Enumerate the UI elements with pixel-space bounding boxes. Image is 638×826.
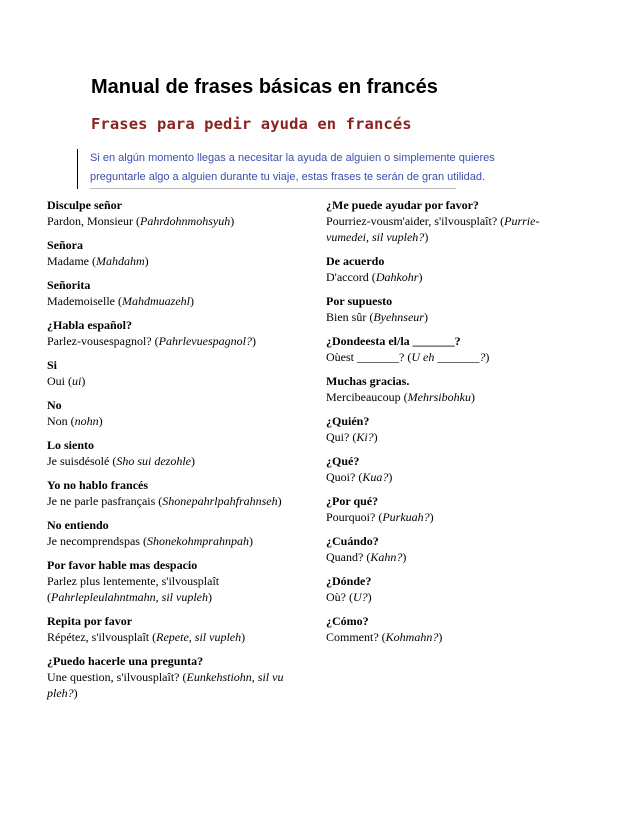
phrase-phonetic: Kahn? — [370, 550, 403, 564]
phrase-phonetic: Byehnseur — [373, 310, 424, 324]
phrase-spanish: ¿Qué? — [326, 454, 360, 468]
phrase-phonetic: Eunkehstiohn, sil vu pleh? — [47, 670, 284, 700]
page-subtitle: Frases para pedir ayuda en francés — [91, 115, 412, 133]
intro-line: Si en algún momento llegas a necesitar la ayuda de alguien o simplemente quieres — [90, 152, 495, 164]
phrase-french: Mercibeaucoup ( — [326, 390, 408, 404]
phrase-french: Mademoiselle ( — [47, 294, 122, 308]
phrase-entry — [47, 653, 297, 701]
phrase-translation — [47, 573, 297, 605]
phrase-phonetic: Pahrdohnmohsyuh — [140, 214, 231, 228]
phrase-french: Pourriez-vousm'aider, s'ilvousplaît? ( — [326, 214, 505, 228]
phrase-entry — [326, 413, 578, 445]
phrase-entry — [326, 453, 578, 485]
phrase-close-paren: ) — [424, 230, 429, 244]
phrase-entry — [326, 613, 578, 645]
phrase-spanish: Por favor hable mas despacio — [47, 558, 198, 572]
phrase-phonetic: Mehrsibohku — [407, 390, 471, 404]
phrase-french: Parlez plus lentemente, s'ilvousplaît ( — [47, 574, 220, 604]
phrase-entry — [47, 317, 297, 349]
phrase-close-paren: ) — [241, 630, 246, 644]
phrase-entry — [47, 357, 297, 389]
phrase-translation — [326, 509, 578, 525]
phrase-close-paren: ) — [207, 590, 212, 604]
phrase-french: Quoi? ( — [326, 470, 363, 484]
phrase-close-paren: ) — [485, 350, 490, 364]
phrase-column-left — [47, 197, 297, 709]
phrase-close-paren: ) — [423, 310, 428, 324]
phrase-close-paren: ) — [73, 686, 78, 700]
intro-line: preguntarle algo a alguien durante tu viaje, estas frases te serán de gran utilidad. — [90, 171, 486, 183]
phrase-spanish: Repita por favor — [47, 614, 133, 628]
phrase-phonetic: Ki? — [356, 430, 374, 444]
phrase-french: Comment? ( — [326, 630, 386, 644]
phrase-french: Bien sûr ( — [326, 310, 374, 324]
phrase-entry — [326, 293, 578, 325]
phrase-close-paren: ) — [191, 454, 195, 468]
phrase-entry — [47, 277, 297, 309]
phrase-translation — [326, 629, 578, 645]
phrase-close-paren: ) — [373, 430, 378, 444]
phrase-spanish: ¿Habla español? — [47, 318, 133, 332]
phrase-french: Je suisdésolé ( — [47, 454, 117, 468]
phrase-entry — [47, 557, 297, 605]
phrase-close-paren: ) — [248, 534, 253, 548]
phrase-french: Quand? ( — [326, 550, 371, 564]
phrase-french: Répétez, s'ilvousplaît ( — [47, 630, 157, 644]
phrase-spanish: ¿Por qué? — [326, 494, 379, 508]
phrase-phonetic: nohn — [74, 414, 99, 428]
phrase-spanish: ¿Cuándo? — [326, 534, 379, 548]
phrase-phonetic: U eh _______? — [411, 350, 486, 364]
phrase-french: Pardon, Monsieur ( — [47, 214, 140, 228]
phrase-translation — [47, 333, 297, 349]
intro-divider — [90, 188, 456, 189]
phrase-entry — [326, 533, 578, 565]
phrase-entry — [326, 373, 578, 405]
phrase-french: Je ne parle pasfrançais ( — [47, 494, 163, 508]
phrase-translation — [47, 453, 297, 469]
phrase-spanish: Yo no hablo francés — [47, 478, 149, 492]
phrase-phonetic: Purrie-vumedei, sil vupleh? — [326, 214, 540, 244]
phrase-entry — [326, 333, 578, 365]
phrase-spanish: ¿Quién? — [326, 414, 370, 428]
phrase-translation — [47, 293, 297, 309]
phrase-translation — [326, 469, 578, 485]
phrase-close-paren: ) — [429, 510, 434, 524]
phrase-phonetic: Mahdahm — [95, 254, 145, 268]
phrase-translation — [326, 269, 578, 285]
phrase-phonetic: Kohmahn? — [385, 630, 439, 644]
phrase-entry — [47, 197, 297, 229]
phrase-translation — [47, 493, 297, 509]
phrase-entry — [326, 197, 578, 245]
phrase-french: Non ( — [47, 414, 75, 428]
phrase-close-paren: ) — [98, 414, 103, 428]
phrase-entry — [47, 477, 297, 509]
phrase-close-paren: ) — [230, 214, 235, 228]
phrase-column-right — [326, 197, 578, 653]
phrase-translation — [326, 309, 578, 325]
phrase-translation — [47, 629, 297, 645]
phrase-close-paren: ) — [367, 590, 372, 604]
phrase-french: D'accord ( — [326, 270, 376, 284]
phrase-spanish: Disculpe señor — [47, 198, 122, 212]
phrase-close-paren: ) — [470, 390, 475, 404]
phrase-spanish: Si — [47, 358, 58, 372]
phrase-phonetic: Purkuah? — [382, 510, 430, 524]
phrase-phonetic: Shonepahrlpahfrahnseh — [162, 494, 278, 508]
phrase-translation — [47, 413, 297, 429]
phrase-french: Qui? ( — [326, 430, 357, 444]
phrase-phonetic: Dahkohr — [375, 270, 419, 284]
phrase-translation — [47, 533, 297, 549]
phrase-french: Oùest _______? ( — [326, 350, 412, 364]
phrase-entry — [326, 573, 578, 605]
phrase-entry — [47, 517, 297, 549]
phrase-phonetic: Mahdmuazehl — [121, 294, 190, 308]
phrase-spanish: Señora — [47, 238, 83, 252]
phrase-spanish: Muchas gracias. — [326, 374, 410, 388]
phrase-french: Je necomprendspas ( — [47, 534, 147, 548]
phrase-close-paren: ) — [388, 470, 393, 484]
phrase-translation — [47, 253, 297, 269]
phrase-phonetic: Kua? — [362, 470, 389, 484]
phrase-entry — [47, 613, 297, 645]
phrase-spanish: ¿Dónde? — [326, 574, 372, 588]
phrase-french: Oui ( — [47, 374, 72, 388]
phrase-spanish: ¿Me puede ayudar por favor? — [326, 198, 479, 212]
phrase-phonetic: ui — [72, 374, 82, 388]
phrase-spanish: De acuerdo — [326, 254, 385, 268]
phrase-translation — [47, 669, 297, 701]
phrase-close-paren: ) — [144, 254, 149, 268]
phrase-phonetic: Pahrlevuespagnol? — [158, 334, 252, 348]
phrase-spanish: Lo siento — [47, 438, 95, 452]
phrase-phonetic: Shonekohmprahnpah — [146, 534, 249, 548]
phrase-spanish: Señorita — [47, 278, 91, 292]
phrase-phonetic: Sho sui dezohle — [116, 454, 191, 468]
phrase-french: Parlez-vousespagnol? ( — [47, 334, 159, 348]
intro-quote — [77, 149, 510, 189]
phrase-entry — [47, 437, 297, 469]
phrase-entry — [326, 253, 578, 285]
phrase-close-paren: ) — [251, 334, 256, 348]
phrase-translation — [326, 389, 578, 405]
phrase-phonetic: Repete, sil vupleh — [156, 630, 242, 644]
phrase-close-paren: ) — [402, 550, 407, 564]
phrase-translation — [326, 589, 578, 605]
phrase-french: Pourquoi? ( — [326, 510, 383, 524]
phrase-french: Où? ( — [326, 590, 353, 604]
phrase-close-paren: ) — [81, 374, 86, 388]
phrase-entry — [326, 493, 578, 525]
phrase-spanish: Por supuesto — [326, 294, 393, 308]
phrase-spanish: ¿Dondeesta el/la _______? — [326, 334, 461, 348]
phrase-close-paren: ) — [418, 270, 423, 284]
phrase-translation — [47, 213, 297, 229]
phrase-close-paren: ) — [438, 630, 443, 644]
phrase-translation — [326, 549, 578, 565]
phrase-close-paren: ) — [277, 494, 282, 508]
phrase-entry — [47, 397, 297, 429]
phrase-translation — [47, 373, 297, 389]
phrase-french: Une question, s'ilvousplaît? ( — [47, 670, 187, 684]
phrase-entry — [47, 237, 297, 269]
phrase-spanish: ¿Cómo? — [326, 614, 369, 628]
phrase-spanish: No — [47, 398, 62, 412]
phrase-phonetic: U? — [353, 590, 368, 604]
phrase-close-paren: ) — [189, 294, 194, 308]
phrase-spanish: ¿Puedo hacerle una pregunta? — [47, 654, 204, 668]
phrase-translation — [326, 349, 578, 365]
phrase-french: Madame ( — [47, 254, 96, 268]
phrase-translation — [326, 213, 578, 245]
phrase-translation — [326, 429, 578, 445]
page-title: Manual de frases básicas en francés — [91, 76, 438, 98]
phrase-phonetic: Pahrlepleulahntmahn, sil vupleh — [51, 590, 208, 604]
phrase-spanish: No entiendo — [47, 518, 109, 532]
